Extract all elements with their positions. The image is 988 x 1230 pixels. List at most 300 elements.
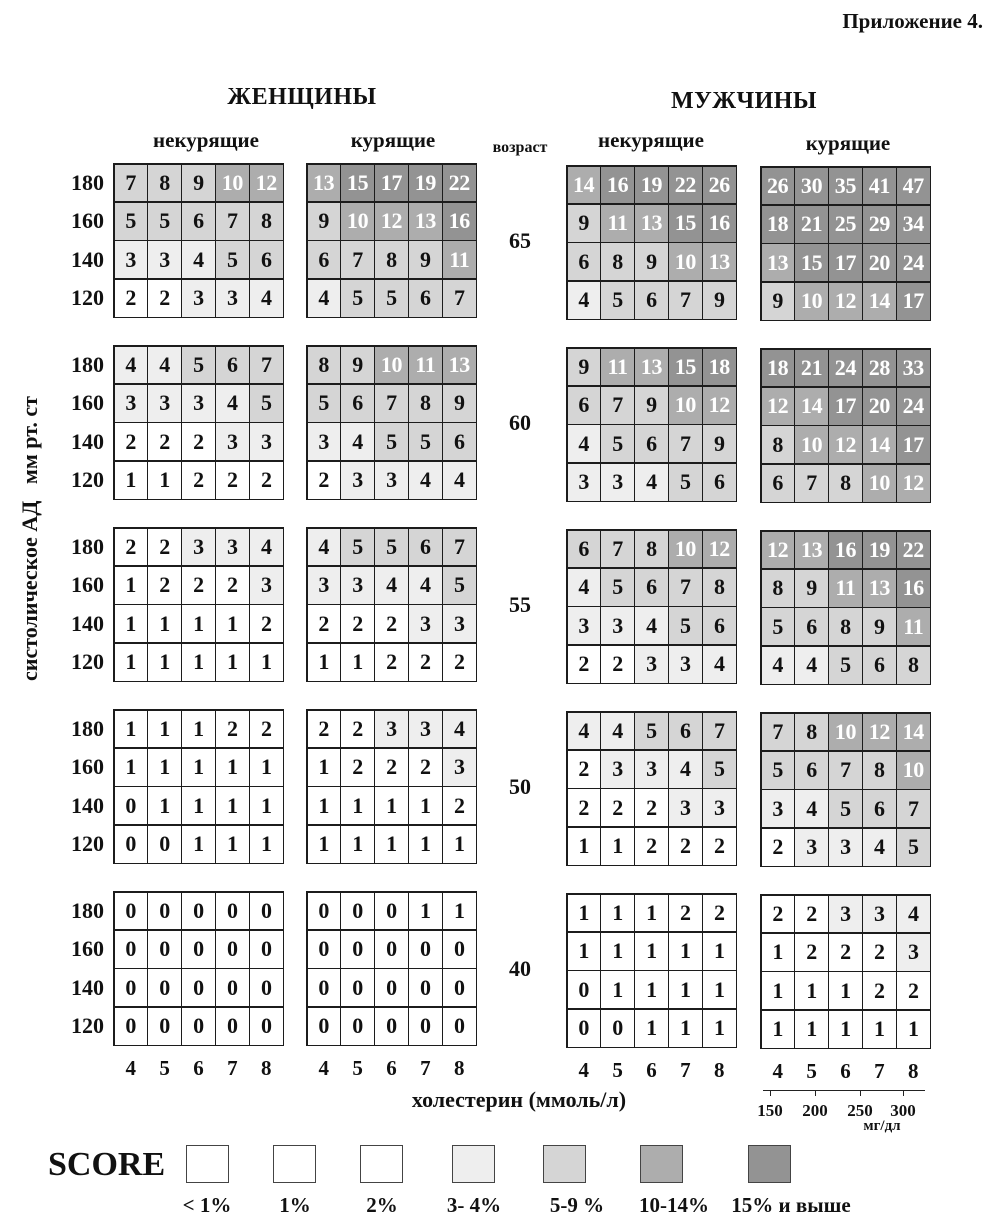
risk-cell: 1 [409,787,441,824]
risk-cell: 1 [115,749,147,786]
risk-cell: 1 [897,1011,929,1048]
risk-cell: 8 [829,608,861,645]
risk-cell: 3 [669,789,701,826]
risk-cell: 13 [409,203,441,240]
risk-cell: 0 [115,931,147,968]
risk-cell: 13 [703,243,735,280]
risk-cell: 1 [216,787,248,824]
risk-cell: 1 [601,971,633,1008]
risk-cell: 6 [635,425,667,462]
risk-cell: 25 [829,206,861,243]
risk-cell: 4 [375,567,407,604]
risk-cell: 1 [601,933,633,970]
risk-cell: 0 [182,931,214,968]
risk-cell: 5 [601,425,633,462]
risk-cell: 0 [216,931,248,968]
risk-cell: 1 [182,749,214,786]
risk-grid [566,347,737,502]
risk-cell: 2 [635,828,667,865]
risk-cell: 1 [115,605,147,642]
sbp-tick-label: 180 [71,897,104,923]
risk-cell: 14 [863,426,895,463]
risk-cell: 2 [443,644,475,681]
risk-cell: 1 [635,933,667,970]
risk-cell: 12 [863,714,895,751]
risk-cell: 9 [308,203,340,240]
risk-cell: 1 [601,895,633,932]
risk-cell: 2 [568,751,600,788]
risk-cell: 3 [409,711,441,748]
risk-cell: 0 [341,1008,373,1045]
risk-cell: 5 [182,347,214,384]
risk-cell: 0 [409,931,441,968]
risk-grid [306,891,477,1046]
risk-cell: 0 [409,1008,441,1045]
risk-cell: 1 [568,933,600,970]
risk-cell: 8 [250,203,282,240]
risk-cell: 1 [250,644,282,681]
risk-cell: 1 [375,787,407,824]
risk-cell: 8 [375,241,407,278]
risk-cell: 4 [216,385,248,422]
risk-cell: 1 [148,711,180,748]
cholesterol-tick-label: 5 [612,1058,623,1082]
risk-cell: 0 [250,1008,282,1045]
risk-cell: 2 [863,972,895,1009]
risk-cell: 4 [795,790,827,827]
risk-cell: 29 [863,206,895,243]
risk-cell: 4 [568,713,600,750]
risk-cell: 1 [216,644,248,681]
risk-cell: 0 [182,969,214,1006]
risk-cell: 0 [443,931,475,968]
risk-cell: 2 [148,423,180,460]
risk-cell: 0 [601,1010,633,1047]
cholesterol-tick-label: 8 [908,1059,919,1083]
risk-grid [760,348,931,503]
risk-cell: 0 [115,1008,147,1045]
risk-cell: 9 [635,243,667,280]
risk-cell: 15 [669,205,701,242]
risk-cell: 4 [568,569,600,606]
risk-cell: 0 [250,931,282,968]
risk-cell: 3 [795,829,827,866]
risk-cell: 4 [669,751,701,788]
risk-cell: 9 [341,347,373,384]
risk-cell: 6 [341,385,373,422]
risk-cell: 12 [250,165,282,202]
sbp-tick-label: 140 [71,974,104,1000]
risk-cell: 3 [568,464,600,501]
risk-cell: 7 [703,713,735,750]
age-label: 55 [509,591,531,617]
risk-cell: 1 [148,605,180,642]
cholesterol-tick-label: 7 [420,1056,431,1080]
mgdl-tick-label: 200 [802,1101,828,1120]
risk-cell: 2 [250,711,282,748]
risk-cell: 2 [115,280,147,317]
risk-cell: 1 [635,895,667,932]
risk-cell: 0 [216,969,248,1006]
risk-cell: 3 [443,605,475,642]
risk-cell: 8 [795,714,827,751]
risk-cell: 4 [795,647,827,684]
risk-cell: 14 [795,388,827,425]
risk-cell: 3 [148,241,180,278]
cholesterol-tick-label: 6 [840,1059,851,1083]
risk-cell: 20 [863,388,895,425]
risk-cell: 1 [762,972,794,1009]
risk-cell: 8 [601,243,633,280]
risk-cell: 6 [568,531,600,568]
risk-cell: 2 [703,895,735,932]
risk-cell: 1 [115,462,147,499]
sbp-tick-label: 120 [71,649,104,675]
risk-cell: 24 [897,244,929,281]
risk-cell: 33 [897,350,929,387]
risk-cell: 1 [308,787,340,824]
risk-cell: 5 [669,464,701,501]
risk-cell: 2 [148,529,180,566]
risk-cell: 2 [568,646,600,683]
risk-cell: 3 [308,567,340,604]
risk-cell: 3 [635,646,667,683]
risk-cell: 0 [148,826,180,863]
risk-cell: 1 [635,1010,667,1047]
risk-cell: 30 [795,168,827,205]
risk-cell: 18 [762,350,794,387]
risk-cell: 3 [601,464,633,501]
risk-cell: 11 [897,608,929,645]
cholesterol-tick-label: 4 [772,1059,783,1083]
risk-cell: 0 [216,1008,248,1045]
risk-cell: 2 [762,829,794,866]
risk-cell: 2 [568,789,600,826]
mgdl-tick-mark [903,1090,904,1096]
risk-cell: 11 [601,349,633,386]
risk-cell: 1 [635,971,667,1008]
cholesterol-tick-label: 8 [454,1056,465,1080]
risk-cell: 1 [601,828,633,865]
risk-cell: 3 [308,423,340,460]
sbp-tick-label: 180 [71,715,104,741]
risk-cell: 1 [115,711,147,748]
risk-cell: 5 [703,751,735,788]
risk-cell: 2 [703,828,735,865]
legend-label: 1% [279,1193,311,1217]
risk-cell: 0 [308,893,340,930]
risk-cell: 10 [669,387,701,424]
risk-cell: 1 [250,826,282,863]
risk-cell: 0 [341,931,373,968]
risk-cell: 7 [669,569,701,606]
risk-cell: 13 [863,570,895,607]
risk-cell: 13 [443,347,475,384]
risk-cell: 6 [863,647,895,684]
risk-cell: 1 [148,644,180,681]
cholesterol-tick-label: 7 [680,1058,691,1082]
risk-cell: 6 [443,423,475,460]
risk-cell: 0 [443,969,475,1006]
sbp-tick-label: 180 [71,533,104,559]
cholesterol-tick-label: 5 [352,1056,363,1080]
risk-cell: 1 [308,644,340,681]
risk-cell: 10 [795,426,827,463]
risk-cell: 5 [601,569,633,606]
risk-cell: 2 [375,644,407,681]
risk-cell: 3 [568,607,600,644]
risk-cell: 3 [182,529,214,566]
risk-cell: 4 [762,647,794,684]
risk-cell: 7 [762,714,794,751]
risk-cell: 21 [795,206,827,243]
risk-cell: 2 [182,462,214,499]
risk-cell: 0 [375,931,407,968]
risk-cell: 4 [703,646,735,683]
risk-cell: 1 [829,972,861,1009]
risk-cell: 7 [601,531,633,568]
cholesterol-tick-label: 8 [714,1058,725,1082]
sbp-tick-label: 140 [71,792,104,818]
legend-swatch [452,1145,495,1183]
risk-cell: 7 [375,385,407,422]
risk-cell: 12 [762,388,794,425]
legend-swatch [748,1145,791,1183]
risk-cell: 4 [409,462,441,499]
risk-cell: 2 [762,896,794,933]
risk-grid [760,166,931,321]
cholesterol-tick-label: 7 [227,1056,238,1080]
risk-cell: 1 [703,1010,735,1047]
risk-cell: 10 [216,165,248,202]
risk-cell: 34 [897,206,929,243]
risk-cell: 3 [182,385,214,422]
risk-grid [306,527,477,682]
risk-cell: 1 [568,828,600,865]
risk-cell: 17 [897,283,929,320]
risk-cell: 3 [250,567,282,604]
risk-cell: 13 [762,244,794,281]
risk-cell: 8 [148,165,180,202]
sbp-tick-label: 140 [71,428,104,454]
risk-cell: 0 [250,969,282,1006]
risk-cell: 5 [250,385,282,422]
cholesterol-tick-label: 6 [193,1056,204,1080]
sbp-tick-label: 160 [71,208,104,234]
risk-cell: 3 [115,385,147,422]
risk-cell: 5 [216,241,248,278]
risk-cell: 19 [863,532,895,569]
risk-cell: 5 [762,608,794,645]
risk-cell: 0 [182,1008,214,1045]
risk-cell: 7 [829,752,861,789]
risk-cell: 1 [443,893,475,930]
risk-cell: 4 [115,347,147,384]
sbp-tick-label: 180 [71,351,104,377]
panel-header-men-smokers: курящие [805,131,891,155]
risk-cell: 6 [308,241,340,278]
risk-cell: 3 [829,829,861,866]
legend-swatch [186,1145,229,1183]
risk-cell: 3 [250,423,282,460]
cholesterol-tick-label: 8 [261,1056,272,1080]
cholesterol-tick-label: 5 [806,1059,817,1083]
age-label: 50 [509,773,531,799]
risk-cell: 5 [829,790,861,827]
risk-cell: 6 [669,713,701,750]
risk-grid [566,711,737,866]
risk-cell: 12 [829,426,861,463]
risk-cell: 1 [568,895,600,932]
risk-cell: 8 [762,570,794,607]
risk-cell: 2 [115,529,147,566]
risk-cell: 1 [115,644,147,681]
risk-cell: 1 [795,972,827,1009]
risk-cell: 19 [635,167,667,204]
risk-cell: 1 [182,826,214,863]
risk-cell: 9 [635,387,667,424]
risk-cell: 1 [703,933,735,970]
risk-cell: 3 [762,790,794,827]
risk-cell: 7 [669,282,701,319]
risk-cell: 3 [341,567,373,604]
risk-cell: 2 [341,749,373,786]
risk-cell: 8 [897,647,929,684]
risk-cell: 15 [795,244,827,281]
risk-cell: 4 [568,425,600,462]
risk-cell: 1 [182,605,214,642]
sbp-tick-label: 160 [71,936,104,962]
legend-label: 15% и выше [731,1193,851,1217]
risk-cell: 12 [897,465,929,502]
risk-cell: 3 [409,605,441,642]
risk-cell: 7 [897,790,929,827]
risk-cell: 0 [341,969,373,1006]
risk-cell: 10 [863,465,895,502]
risk-cell: 0 [216,893,248,930]
risk-cell: 5 [308,385,340,422]
risk-cell: 14 [568,167,600,204]
mgdl-tick-mark [815,1090,816,1096]
risk-cell: 1 [762,934,794,971]
risk-cell: 26 [762,168,794,205]
risk-cell: 2 [308,462,340,499]
risk-cell: 16 [829,532,861,569]
risk-cell: 1 [795,1011,827,1048]
risk-cell: 0 [115,969,147,1006]
risk-cell: 0 [375,893,407,930]
risk-cell: 1 [308,826,340,863]
risk-grid [566,529,737,684]
risk-cell: 9 [182,165,214,202]
risk-cell: 22 [897,532,929,569]
mgdl-axis-line [763,1090,925,1091]
risk-cell: 7 [341,241,373,278]
risk-cell: 14 [897,714,929,751]
risk-cell: 6 [216,347,248,384]
risk-cell: 0 [148,969,180,1006]
risk-cell: 2 [795,896,827,933]
risk-cell: 12 [829,283,861,320]
risk-grid [566,893,737,1048]
risk-cell: 2 [375,605,407,642]
risk-cell: 2 [308,711,340,748]
risk-cell: 4 [250,529,282,566]
risk-cell: 2 [115,423,147,460]
risk-cell: 4 [409,567,441,604]
risk-cell: 12 [375,203,407,240]
risk-cell: 3 [216,529,248,566]
risk-cell: 5 [443,567,475,604]
risk-grid [113,163,284,318]
risk-cell: 3 [375,462,407,499]
risk-cell: 6 [635,569,667,606]
cholesterol-tick-label: 7 [874,1059,885,1083]
risk-cell: 0 [115,826,147,863]
risk-cell: 1 [669,971,701,1008]
risk-cell: 10 [669,243,701,280]
risk-cell: 1 [216,749,248,786]
risk-cell: 4 [250,280,282,317]
risk-cell: 2 [635,789,667,826]
risk-cell: 3 [829,896,861,933]
sbp-tick-label: 120 [71,467,104,493]
risk-cell: 6 [568,243,600,280]
risk-cell: 0 [148,931,180,968]
risk-cell: 3 [182,280,214,317]
risk-cell: 1 [115,567,147,604]
x-axis-label: холестерин (ммоль/л) [411,1087,627,1112]
mgdl-tick-mark [860,1090,861,1096]
risk-cell: 4 [635,464,667,501]
risk-cell: 11 [443,241,475,278]
risk-cell: 41 [863,168,895,205]
risk-cell: 9 [703,282,735,319]
risk-cell: 10 [375,347,407,384]
risk-cell: 35 [829,168,861,205]
risk-cell: 15 [341,165,373,202]
risk-cell: 8 [703,569,735,606]
risk-grid [113,891,284,1046]
panel-header-women-nonsmokers: некурящие [153,128,259,152]
risk-cell: 20 [863,244,895,281]
risk-cell: 3 [703,789,735,826]
risk-cell: 9 [409,241,441,278]
risk-cell: 7 [250,347,282,384]
risk-cell: 4 [182,241,214,278]
risk-cell: 0 [443,1008,475,1045]
risk-cell: 0 [409,969,441,1006]
risk-cell: 9 [762,283,794,320]
risk-cell: 0 [375,1008,407,1045]
risk-cell: 28 [863,350,895,387]
risk-cell: 9 [703,425,735,462]
risk-cell: 7 [115,165,147,202]
cholesterol-tick-label: 4 [318,1056,329,1080]
risk-cell: 5 [115,203,147,240]
risk-cell: 7 [795,465,827,502]
risk-cell: 2 [829,934,861,971]
cholesterol-tick-label: 6 [386,1056,397,1080]
risk-cell: 4 [443,711,475,748]
risk-cell: 2 [443,787,475,824]
risk-cell: 8 [829,465,861,502]
mgdl-tick-label: 300 [890,1101,916,1120]
risk-cell: 1 [863,1011,895,1048]
risk-cell: 4 [443,462,475,499]
sbp-tick-label: 120 [71,285,104,311]
risk-grid [760,530,931,685]
